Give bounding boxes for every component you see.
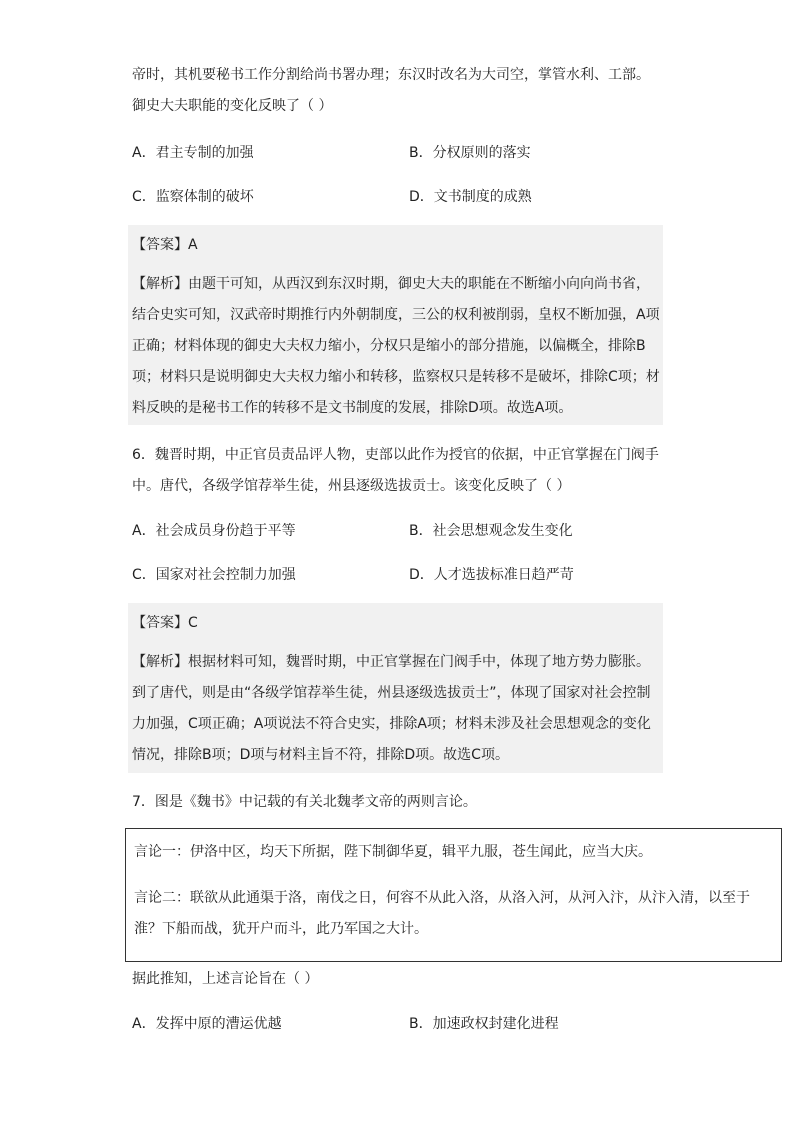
q6-option-d: D．人才选拔标准日趋严苛 (409, 567, 574, 583)
q7-quote-box (125, 828, 782, 962)
q5-option-c: C．监察体制的破坏 (132, 189, 254, 205)
q5-stem: 帝时，其机要秘书工作分割给尚书署办理；东汉时改名为大司空，掌管水利、工部。御史大夫职能的变化反映了（ ） (132, 67, 650, 114)
q6-option-b: B．社会思想观念发生变化 (409, 523, 573, 539)
q5-answer-block (128, 225, 663, 425)
q6-option-a: A．社会成员身份趋于平等 (132, 523, 296, 539)
q7-option-a: A．发挥中原的漕运优越 (132, 1016, 282, 1032)
q6-option-c: C．国家对社会控制力加强 (132, 567, 296, 583)
q5-option-b: B．分权原则的落实 (409, 145, 531, 161)
q7-stem: 7．图是《魏书》中记载的有关北魏孝文帝的两则言论。 (132, 794, 477, 810)
q6-answer: 【答案】C (132, 615, 198, 631)
q7-quote-2: 言论二：联欲从此通渠于洛，南伐之日，何容不从此入洛，从洛入河，从河入汴，从汴入清，以至于淮？下船而战，犹开户而斗，此乃军国之大计。 (134, 890, 750, 937)
q5-analysis: 【解析】由题干可知，从西汉到东汉时期，御史大夫的职能在不断缩小向向尚书省，结合史实可知，汉武帝时期推行内外朝制度，三公的权利被削弱，皇权不断加强，A项正确；材料体现的御史大夫权力缩小，分权只是缩小的部分措施，以偏概全，排除B项；材料只是说明御史大夫权力缩小和转移，监察权只是转移不是破坏，排除C项；材料反映的是秘书工作的转移不是文书制度的发展，排除D项。故选A项。 (132, 276, 660, 416)
q7-option-b: B．加速政权封建化进程 (409, 1016, 559, 1032)
q6-stem: 6．魏晋时期，中正官员责品评人物，吏部以此作为授官的依据，中正官掌握在门阀手中。唐代，各级学馆荐举生徒，州县逐级选拔贡士。该变化反映了（ ） (132, 447, 659, 494)
q7-question: 据此推知，上述言论旨在（ ） (132, 971, 319, 987)
q6-answer-block (128, 603, 663, 773)
q5-option-a: A．君主专制的加强 (132, 145, 254, 161)
q6-analysis: 【解析】根据材料可知，魏晋时期，中正官掌握在门阀手中，体现了地方势力膨胀。到了唐代，则是由“各级学馆荐举生徒，州县逐级选拔贡士”，体现了国家对社会控制力加强，C项正确；A项说法不符合史实，排除A项；材料未涉及社会思想观念的变化情况，排除B项；D项与材料主旨不符，排除D项。故选C项。 (132, 654, 651, 763)
q5-answer: 【答案】A (132, 237, 198, 253)
q7-quote-1: 言论一：伊洛中区，均天下所据，陛下制御华夏，辑平九服，苍生闻此，应当大庆。 (134, 844, 652, 860)
q5-option-d: D．文书制度的成熟 (409, 189, 532, 205)
